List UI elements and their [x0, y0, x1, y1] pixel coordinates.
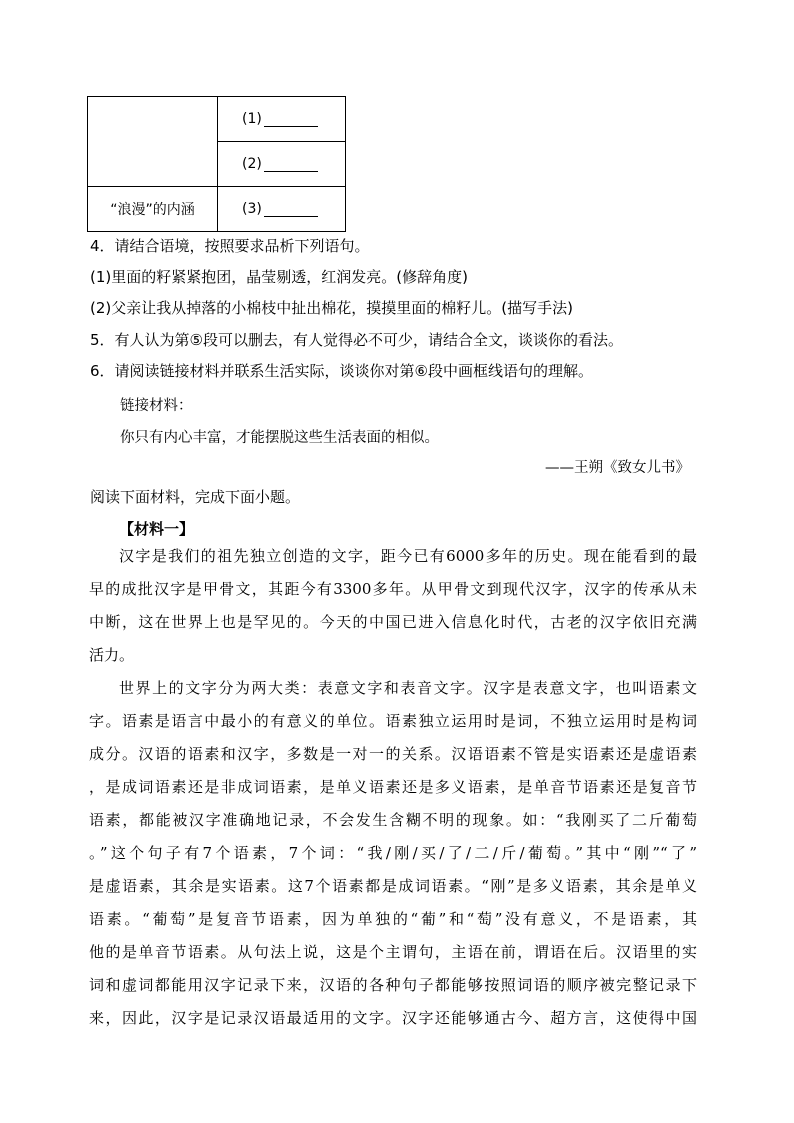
answer-table [87, 96, 346, 232]
paragraph-line: 语素。“葡萄”是复音节语素，因为单独的“葡”和“萄”没有意义，不是语素，其 [89, 910, 697, 928]
table-answer-cell[interactable] [218, 142, 346, 187]
paragraph-line: 来，因此，汉字是记录汉语最适用的文字。汉字还能够通古今、超方言，这使得中国 [89, 1009, 697, 1027]
answer-number: (1) [242, 111, 262, 127]
link-material-quote: 你只有内心丰富，才能摆脱这些生活表面的相似。 [120, 430, 439, 446]
answer-number: (3) [242, 201, 262, 217]
answer-blank[interactable] [264, 112, 318, 127]
table-row-label: “浪漫”的内涵 [88, 187, 218, 232]
material-title: 【材料一】 [119, 520, 195, 538]
paragraph-line: 语素，都能被汉字准确地记录，不会发生含糊不明的现象。如：“我刚买了二斤葡萄 [89, 811, 697, 829]
answer-blank[interactable] [264, 202, 318, 217]
question-6: 6．请阅读链接材料并联系生活实际，谈谈你对第⑥段中画框线语句的理解。 [90, 362, 593, 380]
reading-instruction: 阅读下面材料，完成下面小题。 [90, 488, 301, 506]
table-answer-cell[interactable] [218, 187, 346, 232]
paragraph-line: 他的是单音节语素。从句法上说，这是个主谓句，主语在前，谓语在后。汉语里的实 [89, 943, 697, 961]
paragraph-2 [89, 672, 697, 1035]
paragraph-line: 汉字是我们的祖先独立创造的文字，距今已有6000多年的历史。现在能看到的最 [119, 547, 697, 565]
link-material-source: ——王朔《致女儿书》 [545, 460, 690, 476]
question-5: 5．有人认为第⑤段可以删去，有人觉得必不可少，请结合全文，谈谈你的看法。 [90, 331, 623, 349]
answer-blank[interactable] [264, 157, 318, 172]
paragraph-line: 是虚语素，其余是实语素。这7个语素都是成词语素。“刚”是多义语素，其余是单义 [89, 877, 697, 895]
link-material-label: 链接材料： [120, 398, 193, 414]
paragraph-line: 词和虚词都能用汉字记录下来，汉语的各种句子都能够按照词语的顺序被完整记录下 [89, 976, 697, 994]
paragraph-line: 成分。汉语的语素和汉字，多数是一对一的关系。汉语语素不管是实语素还是虚语素 [89, 745, 697, 763]
table-answer-cell[interactable] [218, 97, 346, 142]
question-4: 4．请结合语境，按照要求品析下列语句。 [90, 237, 370, 255]
table-cell-empty [88, 97, 218, 187]
paragraph-line: 活力。 [89, 646, 135, 664]
question-4-2: (2)父亲让我从掉落的小棉枝中扯出棉花，摸摸里面的棉籽儿。(描写手法) [90, 299, 573, 317]
paragraph-line: 中断，这在世界上也是罕见的。今天的中国已进入信息化时代，古老的汉字依旧充满 [89, 613, 697, 631]
paragraph-line: 。”这个句子有7个语素，7个词：“我/刚/买/了/二/斤/葡萄。”其中“刚”“了” [89, 844, 697, 862]
question-4-1: (1)里面的籽紧紧抱团，晶莹剔透，红润发亮。(修辞角度) [90, 268, 468, 286]
paragraph-line: ，是成词语素还是非成词语素，是单义语素还是多义语素，是单音节语素还是复音节 [89, 778, 697, 796]
answer-number: (2) [242, 156, 262, 172]
paragraph-line: 字。语素是语言中最小的有意义的单位。语素独立运用时是词，不独立运用时是构词 [89, 712, 697, 730]
paragraph-line: 早的成批汉字是甲骨文，其距今有3300多年。从甲骨文到现代汉字，汉字的传承从未 [89, 580, 697, 598]
paragraph-1 [89, 540, 697, 672]
paragraph-line: 世界上的文字分为两大类：表意文字和表音文字。汉字是表意文字，也叫语素文 [119, 679, 697, 697]
